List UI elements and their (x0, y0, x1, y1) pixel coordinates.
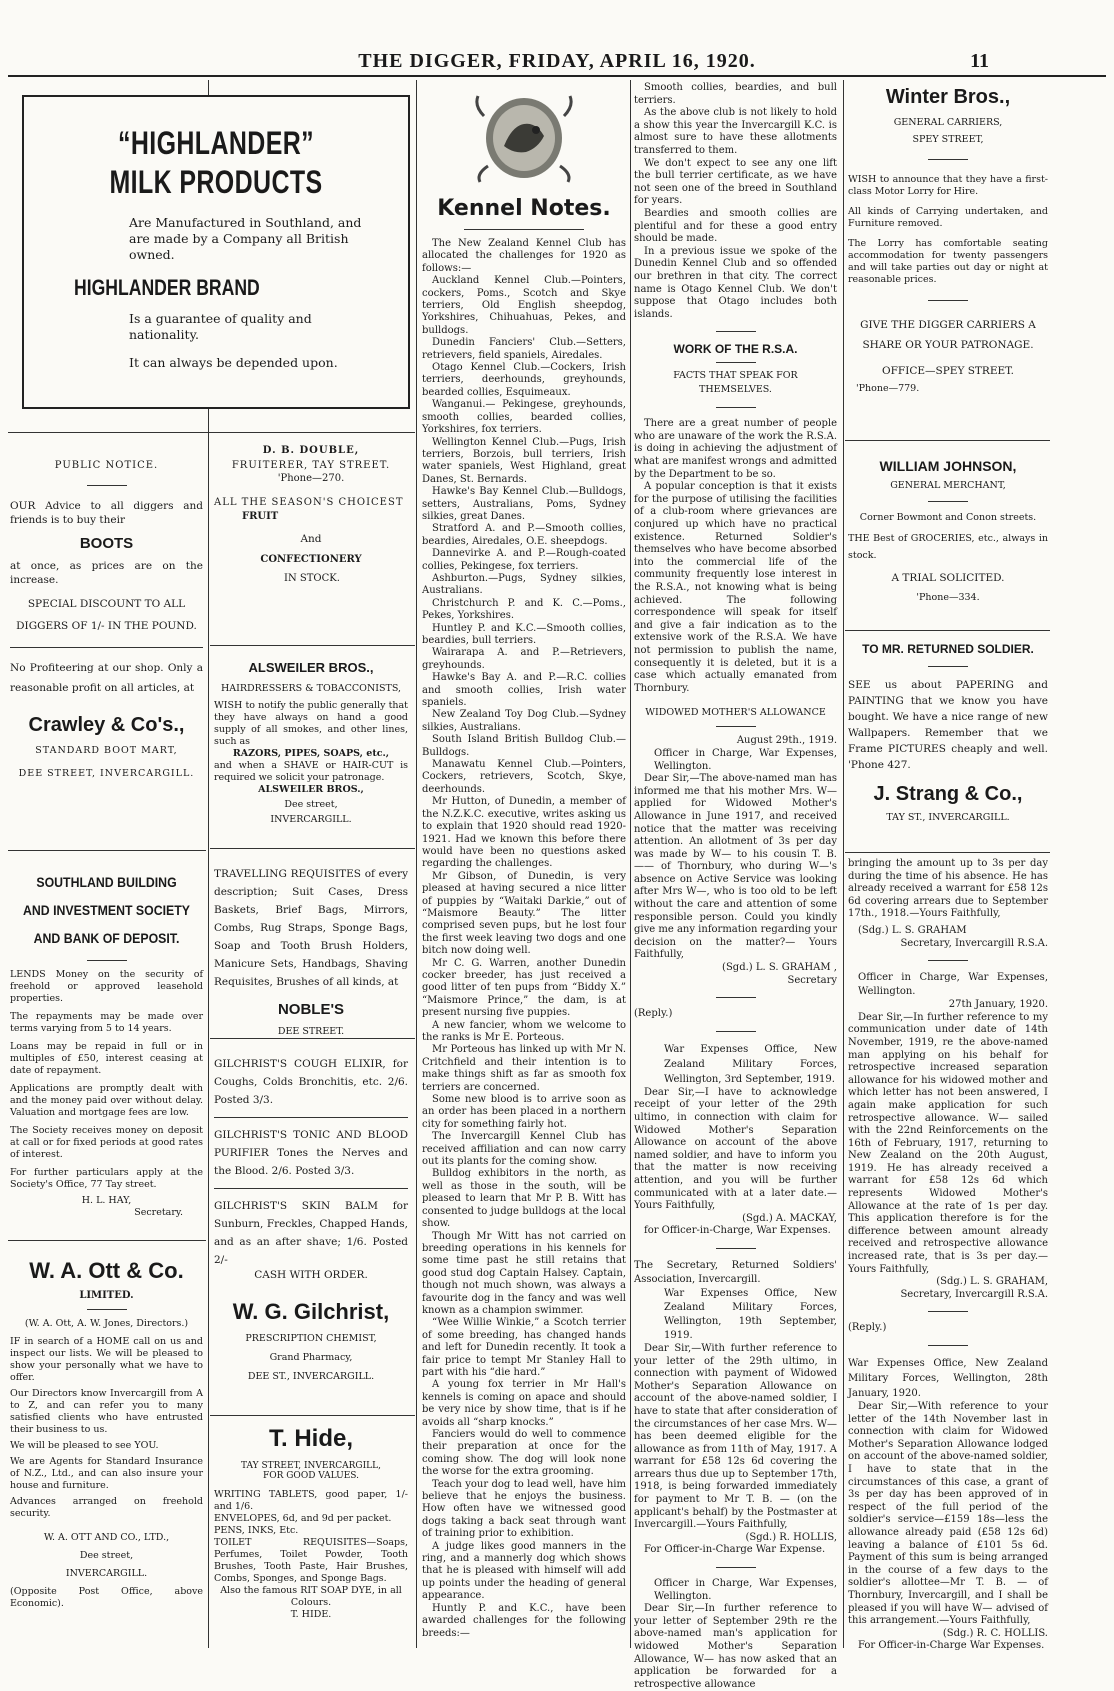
letter4-body: Dear Sir,—In further reference to your letter of September 29th re the above-named man's application for widowed Mother's Separation Allowance, W— has now asked that an application be forwarded for a retrospective allowance (634, 1603, 837, 1690)
johnson-name: WILLIAM JOHNSON, (879, 458, 1017, 474)
paragraph: Mr Hutton, of Dunedin, a member of the N.Z.K.C. executive, writes asking us to explain that 1920 should read 1920-1921. Had we known this before there would have been no questions asked regarding the challenges. (422, 796, 626, 870)
gilchrist-ad (214, 1055, 408, 1382)
c5-from3: War Expenses Office, New Zealand Military Forces, Wellington, 28th January, 1920. (848, 1358, 1048, 1399)
paragraph: Otago Kennel Club.—Cockers, Irish terriers, deerhounds, greyhounds, bearded collies, Esquimeaux. (422, 362, 626, 398)
strang-addr: TAY ST., INVERCARGILL. (886, 812, 1010, 823)
highlander-depended: It can always be depended upon. (129, 355, 338, 370)
c5-continued: bringing the amount up to 3s per day during the time of his absence. He has already received a warrant for £58 12s 6d covering arrears due to September 17th., 1918.—Yours Faithfully, (848, 858, 1048, 920)
c5-body2: Dear Sir,—In further reference to my communication under date of 14th November, 1919, re the above-named man applying on his behalf for retrospective increased separation allowance for his widowed mother and which letter has not been answered, I again make application for such retrospective allowance. W— sailed with the 22nd Reinforcements on the 16th of February, 1917, returning to New Zealand on the 20th August, 1919. He has already received a warrant for £58 12s 6d which represents Widowed Mother's Allowance at the rate of 1s per day. This application therefore is for the difference between amount already received and retrospective allowance increased rate, that is 3s per day.—Yours Faithfully, (848, 1011, 1048, 1275)
section-rule (210, 1415, 415, 1416)
paragraph: Dunedin Fanciers' Club.—Setters, retrievers, field spaniels, Airedales. (422, 337, 626, 361)
winter-p2: All kinds of Carrying undertaken, and Furniture removed. (848, 206, 1048, 229)
paragraph: Hawke's Bay Kennel Club.—Bulldogs, setters, Australians, Poms, Sydney silkies, great Danes. (422, 486, 626, 522)
double-ad (214, 445, 408, 586)
paragraph: Fanciers would do well to commence their preparation at once for the coming show. The dog will look none the worse for the extra grooming. (422, 1429, 626, 1478)
hide-p2: ENVELOPES, 6d, and 9d per packet. (214, 1513, 392, 1524)
nobles-ad (214, 865, 408, 1037)
winter-street: SPEY STREET, (912, 134, 984, 145)
divider (928, 501, 968, 502)
southland-p4: Applications are promptly dealt with and the money paid over without delay. Valuation and mortgage fees are low. (10, 1083, 203, 1118)
paragraph: Beardies and smooth collies are plentiful and for these a good entry should be made. (634, 207, 837, 245)
column-divider (843, 80, 844, 1648)
ott-city: INVERCARGILL. (65, 1568, 148, 1579)
gilchrist-cash: CASH WITH ORDER. (254, 1269, 368, 1281)
southland-p2: The repayments may be made over terms varying from 5 to 14 years. (10, 1011, 203, 1034)
c5-to2: Officer in Charge, War Expenses, Wellington. (858, 972, 1048, 998)
notice-heading: PUBLIC NOTICE. (54, 460, 159, 471)
crawley-address: DEE STREET, INVERCARGILL. (18, 768, 195, 779)
c5-role1: Secretary, Invercargill R.S.A. (900, 937, 1048, 949)
letter1-to: Officer in Charge, War Expenses, Wellington. (654, 747, 837, 772)
letter3-body: Dear Sir,—With further reference to your letter of the 29th ultimo, in connection with payment of Widowed Mother's Separation Allowance on account of the above-named soldier, I have to state that after consideration of the circumstances of her case Mrs. W— has been deemed eligible for the allowance as from 11th of May, 1917. A warrant for £58 12s 6d covering the arrears thus due up to September 17th, 1918, is being forwarded immediately for payment to Mr T. B. — (on the applicant's behalf) by the Postmaster at Invercargill.—Yours Faithfully, (634, 1342, 837, 1531)
ott-ad (10, 1258, 203, 1610)
paragraph: Some new blood is to arrive soon as an order has been placed in a northern city for something fairly hot. (422, 1094, 626, 1130)
strang-title: TO MR. RETURNED SOLDIER. (862, 642, 1034, 656)
ott-directors: (W. A. Ott, A. W. Jones, Directors.) (24, 1318, 189, 1329)
winter-p3: The Lorry has comfortable seating accommodation for twenty passengers and will take parties out day or night at reasonable prices. (848, 238, 1048, 285)
ott-p5: Advances arranged on freehold security. (10, 1496, 203, 1519)
crawley-discount: SPECIAL DISCOUNT TO ALL DIGGERS OF 1/- IN THE POUND. (16, 598, 197, 632)
c5-role2: Secretary, Invercargill R.S.A. (900, 1288, 1048, 1300)
winter-name: Winter Bros., (885, 86, 1011, 108)
nobles-street: DEE STREET. (277, 1026, 345, 1037)
alsweiler-shave: and when a SHAVE or HAIR-CUT is required we solicit your patronage. (214, 760, 408, 783)
page-number: 11 (970, 50, 989, 72)
letter2-body: Dear Sir,—I have to acknowledge receipt of your letter of the 29th ultimo, in connection with claim for Widowed Mother's Separation Allowance on account of the above named soldier, and have to inform you that the matter is now receiving attention, and you will be further communicated with at a later date.— Yours Faithfully, (634, 1086, 837, 1212)
divider (928, 300, 968, 301)
divider (464, 229, 584, 230)
highlander-text: Are Manufactured in Southland, and are made by a Company all British owned. (129, 215, 362, 262)
masthead (0, 0, 1114, 80)
hide-p3: PENS, INKS, Etc. (214, 1525, 299, 1536)
crawley-noprofit: No Profiteering at our shop. Only a reasonable profit on all articles, at (10, 662, 203, 694)
ott-limited: LIMITED. (79, 1290, 134, 1301)
winter-give: GIVE THE DIGGER CARRIERS A SHARE OR YOUR PATRONAGE. (860, 319, 1036, 351)
paragraph: Mr Porteous has linked up with Mr N. Critchfield and their intention is to make things shift as far as smooth fox terriers are concerned. (422, 1044, 626, 1093)
letter3-from: War Expenses Office, New Zealand Military Forces, Wellington, 19th September, 1919. (664, 1287, 837, 1341)
paragraph: Wellington Kennel Club.—Pugs, Irish terriers, Borzois, bull terriers, Irish water spaniels, West Highland, great Danes, St. Bernards. (422, 436, 626, 485)
highlander-guarantee: Is a guarantee of quality and nationality. (129, 311, 312, 342)
highlander-subtitle: MILK PRODUCTS (109, 164, 323, 200)
section-rule (8, 850, 206, 851)
column-divider (630, 80, 631, 1648)
alsweiler-city: INVERCARGILL. (270, 814, 352, 825)
strang-ad (848, 642, 1048, 823)
alsweiler-name: ALSWEILER BROS., (248, 660, 374, 675)
divider (87, 960, 127, 961)
letter2-from: War Expenses Office, New Zealand Military Forces, Wellington, 3rd September, 1919. (664, 1043, 837, 1085)
letter1-role: Secretary (787, 974, 837, 986)
winter-phone: 'Phone—779. (856, 382, 920, 394)
rsa-subtitle: FACTS THAT SPEAK FOR THEMSELVES. (673, 370, 798, 396)
paragraph: New Zealand Toy Dog Club.—Sydney silkies, Australians. (422, 709, 626, 733)
ott-opposite: (Opposite Post Office, above Economic). (10, 1586, 203, 1609)
section-rule (210, 848, 415, 849)
winter-office: OFFICE—SPEY STREET. (882, 365, 1014, 377)
double-all: ALL THE SEASON'S CHOICEST (214, 497, 404, 508)
paragraph: Huntly P. and K.C., have been awarded challenges for the following breeds:— (422, 1602, 626, 1639)
paragraph: As the above club is not likely to hold a show this year the Invercargill K.C. is almost sure to have these allotments transferred to them. (634, 107, 837, 156)
paragraph: The Invercargill Kennel Club has received affiliation and can now carry out its plants for the coming show. (422, 1131, 626, 1168)
hide-name: T. Hide, (268, 1425, 353, 1452)
gilchrist-p3: GILCHRIST'S SKIN BALM for Sunburn, Freckles, Chapped Hands, and as an after shave; 1/6. Posted 2/- (214, 1200, 408, 1266)
crawley-ad (10, 460, 203, 779)
paragraph: Stratford A. and P.—Smooth collies, beardies, Airedales, O.E. sheepdogs. (422, 523, 626, 547)
gilchrist-p1: GILCHRIST'S COUGH ELIXIR, for Coughs, Colds Bronchitis, etc. 2/6. Posted 3/3. (214, 1058, 408, 1106)
c5-body3: Dear Sir,—With reference to your letter of the 14th November last in connection with claim for Widowed Mother's Separation Allowance lodged on account of the above-named soldier, I have to state that in the circumstances of this case, a grant of 3s per day has been approved of in respect of the full period of the soldier's service—£159 18s—less the allowance already paid (£58 12s 6d) leaving a balance of £101 5s 6d. Payment of this sum is being arranged in the course of a few days to the soldier's allottee—Mr T. B. — of Thornbury, Invercargill, and I shall be pleased if you will have W— advised of this arrangement.—Yours Faithfully, (848, 1401, 1048, 1627)
paragraph: A judge likes good manners in the ring, and a mannerly dog which shows that he is pleased with himself will add up points under the heading of general appearance. (422, 1540, 626, 1602)
divider (928, 666, 968, 667)
gilchrist-desc: PRESCRIPTION CHEMIST, (245, 1332, 377, 1344)
paragraph: South Island British Bulldog Club.—Bulldogs. (422, 734, 626, 758)
double-and: And (300, 533, 322, 545)
rsa-title: WORK OF THE R.S.A. (673, 342, 798, 357)
paragraph: A young fox terrier in Mr Hall's kennels is coming on apace and should be very nice by show time, that is if he avoids all “sharp knocks.” (422, 1379, 626, 1428)
paragraph: Dannevirke A. and P.—Rough-coated collies, Pekingese, fox terriers. (422, 548, 626, 572)
divider (716, 1031, 756, 1032)
paragraph: The New Zealand Kennel Club has allocated the challenges for 1920 as follows:— (422, 238, 626, 274)
alsweiler-razors: RAZORS, PIPES, SOAPS, etc., (232, 748, 390, 759)
letter2-role: for Officer-in-Charge, War Expenses. (644, 1225, 831, 1237)
widow-title: WIDOWED MOTHER'S ALLOWANCE (645, 707, 826, 719)
double-name: D. B. DOUBLE, (262, 445, 360, 456)
ott-p1: IF in search of a HOME call on us and inspect our lists. We will be pleased to show your personally what we have to offer. (10, 1336, 203, 1383)
paragraph: There are a great number of people who are unaware of the work the R.S.A. is doing in achieving the adjustment of what are manifest wrongs and admitted by the Department to be so. (634, 418, 837, 480)
alsweiler-ad (214, 660, 408, 826)
hide-sig: T. HIDE. (290, 1609, 332, 1620)
column-4 (634, 82, 837, 1691)
column-5-letters (848, 858, 1048, 1653)
c5-role3: For Officer-in-Charge War Expenses. (858, 1640, 1045, 1652)
paragraph: A new fancier, whom we welcome to the ranks is Mr E. Porteous. (422, 1019, 626, 1043)
paragraph: Auckland Kennel Club.—Pointers, cockers, Poms., Scotch and Skye terriers, Old English sheepdog, Yorkshires, Chihuahuas, Pekes, and bulldogs. (422, 275, 626, 336)
section-rule (8, 432, 415, 433)
letter4-to: Officer in Charge, War Expenses, Wellington. (654, 1578, 837, 1602)
paragraph: Mr Gibson, of Dunedin, is very pleased at having secured a nice litter of puppies by “Waitaki Darkie,” out of “Maismore Beauty.” The litter comprised seven pups, but he lost four the first week leaving two dogs and one bitch now doing well. (422, 870, 626, 957)
section-rule (845, 630, 1050, 631)
letter3-role: For Officer-in-Charge War Expense. (644, 1544, 826, 1556)
southland-p6: For further particulars apply at the Society's Office, 77 Tay street. (10, 1167, 203, 1190)
paragraph: Manawatu Kennel Club.—Pointers, Cockers, retrievers, Scotch, Skye, deerhounds. (422, 759, 626, 795)
double-stock: IN STOCK. (284, 573, 340, 584)
johnson-trial: A TRIAL SOLICITED. (891, 572, 1005, 584)
hide-p1: WRITING TABLETS, good paper, 1/- and 1/6. (214, 1489, 408, 1512)
johnson-desc: GENERAL MERCHANT, (890, 480, 1006, 491)
column-divider (416, 80, 417, 1648)
section-rule (210, 1038, 415, 1039)
newspaper-title: THE DIGGER, FRIDAY, APRIL 16, 1920. (358, 50, 756, 72)
crawley-mart: STANDARD BOOT MART, (35, 745, 178, 756)
hide-values: FOR GOOD VALUES. (262, 1471, 360, 1481)
letter2-sig: (Sgd.) A. MACKAY, (742, 1212, 837, 1224)
divider (214, 1117, 408, 1118)
divider (87, 1309, 127, 1310)
dog-illustration (464, 86, 584, 186)
ott-street: Dee street, (79, 1550, 134, 1561)
ott-p4: We are Agents for Standard Insurance of N.Z., Ltd., and can also insure your house and furniture. (10, 1456, 203, 1491)
divider (928, 1345, 968, 1346)
divider (928, 159, 968, 160)
strang-name: J. Strang & Co., (873, 783, 1023, 805)
strang-p1: SEE us about PAPERING and PAINTING that we know you have bought. We have a nice range of new Wallpapers. Remember that we Frame PICTURES cheaply and well. 'Phone 427. (848, 679, 1048, 771)
paragraph: Ashburton.—Pugs, Sydney silkies, Australians. (422, 572, 626, 597)
c5-sig1: (Sdg.) L. S. GRAHAM (858, 924, 967, 936)
paragraph: In a previous issue we spoke of the Dunedin Kennel Club and so offended our brethren in that city. The correct name is Otago Kennel Club. We don't suppose that Otago includes both islands. (634, 245, 837, 320)
divider (716, 362, 756, 363)
boots-heading: BOOTS (79, 535, 134, 552)
hide-p5: Also the famous RIT SOAP DYE, in all Colours. (220, 1585, 402, 1608)
kennel-body (422, 238, 626, 1640)
divider (716, 726, 756, 727)
ott-p3: We will be pleased to see YOU. (10, 1440, 159, 1451)
letter3-sig: (Sgd.) R. HOLLIS, (745, 1531, 837, 1543)
southland-p3: Loans may be repaid in full or in multiples of £50, interest ceasing at date of repayment. (10, 1041, 203, 1076)
paragraph: Hawke's Bay A. and P.—R.C. collies and smooth collies, Irish water spaniels. (422, 672, 626, 709)
alsweiler-sig: ALSWEILER BROS., (258, 784, 364, 795)
paragraph: Bulldog exhibitors in the north, as well as those in the south, will be pleased to learn that Mr P. B. Witt has consented to judge bulldogs at the local show. (422, 1168, 626, 1230)
divider (716, 997, 756, 998)
johnson-p1: THE Best of GROCERIES, etc., always in stock. (848, 533, 1048, 561)
paragraph: Mr C. G. Warren, another Dunedin cocker breeder, has just received a good litter of ten pups from “Biddy X.” “Maismore Prince,” the dam, is at present nursing five puppies. (422, 957, 626, 1019)
winter-p1: WISH to announce that they have a first-class Motor Lorry for Hire. (848, 174, 1048, 197)
alsweiler-desc: HAIRDRESSERS & TOBACCONISTS, (220, 683, 402, 694)
section-rule (845, 852, 1050, 853)
hide-addr: TAY STREET, INVERCARGILL, (241, 1461, 381, 1471)
double-phone: 'Phone—270. (277, 473, 345, 484)
nobles-p1: TRAVELLING REQUISITES of every description; Suit Cases, Dress Baskets, Brief Bags, Mirrors, Combs, Rug Straps, Sponge Bags, Soap and Tooth Brush Holders, Manicure Sets, Handbags, Shaving Requisites, Brushes of all kinds, at (214, 868, 408, 988)
reply-label: (Reply.) (634, 1008, 673, 1020)
divider (716, 1567, 756, 1568)
section-rule (8, 1240, 206, 1241)
paragraph: Huntley P. and K.C.—Smooth collies, beardies, bull terriers. (422, 622, 626, 646)
letter1-sig: (Sgd.) L. S. GRAHAM , (722, 962, 837, 974)
southland-ad (10, 868, 203, 1219)
paragraph: “Wee Willie Winkie,” a Scotch terrier of some breeding, has changed hands and left for Dunedin recently. It took a fair price to tempt Mr Stanley Hall to part with his “die hard.” (422, 1317, 626, 1378)
divider (716, 1248, 756, 1249)
paragraph: Wairarapa A. and P.—Retrievers, greyhounds. (422, 647, 626, 671)
gilchrist-name: W. G. Gilchrist, (232, 1298, 390, 1324)
southland-sig: H. L. HAY, (81, 1195, 132, 1206)
ott-ltd: W. A. OTT AND CO., LTD., (43, 1532, 170, 1543)
gilchrist-addr: DEE ST., INVERCARGILL. (247, 1370, 375, 1382)
c5-date2: 27th January, 1920. (948, 999, 1048, 1011)
paragraph: Teach your dog to lead well, have him believe that he enjoys the business. How often have we witnessed good dogs taking a back seat through want of training prior to exhibition. (422, 1478, 626, 1540)
gilchrist-p2: GILCHRIST'S TONIC AND BLOOD PURIFIER Tones the Nerves and the Blood. 2/6. Posted 3/3. (214, 1129, 408, 1177)
paragraph: We don't expect to see any one lift the bull terrier certificate, as we have not seen one of the breed in Southland for years. (634, 157, 837, 207)
c5-sig2: (Sdg.) L. S. GRAHAM, (936, 1276, 1048, 1288)
divider (928, 1311, 968, 1312)
crawley-once: at once, as prices are on the increase. (10, 560, 203, 586)
ott-name: W. A. Ott & Co. (29, 1258, 184, 1283)
kennel-title: Kennel Notes. (437, 196, 611, 221)
hide-ad (214, 1425, 408, 1621)
double-desc: FRUITERER, TAY STREET. (231, 460, 391, 471)
alsweiler-street: Dee street, (284, 799, 338, 810)
c5-reply: (Reply.) (848, 1322, 887, 1334)
winter-desc: GENERAL CARRIERS, (893, 117, 1003, 128)
paragraph: Though Mr Witt has not carried on breeding operations in his kennels for some time past he still retains that good stud dog Captain Halsey. Captain, though not much shown, was always a favourite dog in the fancy and was well known as a champion swimmer. (422, 1230, 626, 1316)
rsa-body (634, 418, 837, 695)
crawley-advice: OUR Advice to all diggers and friends is to buy their (10, 500, 203, 526)
kennel-notes (422, 82, 626, 1640)
gilchrist-pharm: Grand Pharmacy, (269, 1351, 353, 1363)
double-conf: CONFECTIONERY (260, 553, 362, 565)
c5-sig3: (Sdg.) R. C. HOLLIS. (942, 1627, 1048, 1639)
paragraph: Christchurch P. and K. C.—Poms., Pekes, Yorkshires. (422, 597, 626, 622)
hide-p4: TOILET REQUISITES—Soaps, Perfumes, Toilet Powder, Tooth Brushes, Tooth Paste, Hair Brushes, Combs, Sponges, and Sponge Bags. (214, 1537, 408, 1584)
ott-p2: Our Directors know Invercargill from A to Z, and can refer you to many satisfied clients who have entrusted their business to us. (10, 1388, 203, 1435)
johnson-phone: 'Phone—334. (916, 591, 980, 603)
letter3-to: The Secretary, Returned Soldiers' Association, Invercargill. (634, 1259, 837, 1285)
paragraph: A popular conception is that it exists for the purpose of utilising the facilities of a club-room where grievances are conjured up which have no practical existence. Returned Soldier's themselves who have become absorbed into the commercial life of the community frequently lose interest in the R.S.A., not knowing what is being achieved. The following correspondence will speak for itself and give a fair indication as to the extensive work of the R.S.A. We have not permission to publish the name, consequently it is deleted, but it is a case which actually emanated from Thornbury. (634, 481, 837, 694)
nobles-name: NOBLE'S (277, 1001, 345, 1018)
double-fruit: FRUIT (242, 510, 279, 522)
crawley-name: Crawley & Co's., (28, 714, 185, 736)
divider (10, 647, 203, 648)
johnson-corner: Corner Bowmont and Conon streets. (859, 512, 1037, 523)
letter1-body: Dear Sir,—The above-named man has informed me that his mother Mrs. W— applied for Widowed Mother's Allowance in June 1917, and received notice that the matter was receiving attention. An allotment of 3s per day was made by W— to his cousin T. B. —— of Thornbury, who during W—'s absence on Active Service was looking after Mrs W—, who is too old to be left without the care and attention of some responsible person. Could you kindly give me any information regarding your decision on the matter?— Yours Faithfully, (634, 773, 837, 961)
section-rule (210, 645, 415, 646)
highlander-brand: HIGHLANDER BRAND (74, 275, 260, 300)
southland-p5: The Society receives money on deposit at call or for fixed periods at good rates of interest. (10, 1125, 203, 1160)
southland-title: SOUTHLAND BUILDING AND INVESTMENT SOCIETY AND BANK OF DEPOSIT. (22, 874, 191, 946)
winter-ad (848, 86, 1048, 395)
paragraph: Smooth collies, beardies, and bull terriers. (634, 82, 837, 106)
highlander-ad (22, 95, 410, 409)
paragraph: Wanganui.— Pekingese, greyhounds, smooth collies, bearded collies, Yorkshires, fox terriers. (422, 399, 626, 436)
divider (716, 407, 756, 408)
masthead-rule (8, 75, 1106, 77)
divider (928, 960, 968, 961)
southland-role: Secretary. (134, 1207, 183, 1218)
divider (87, 485, 127, 486)
section-rule (845, 440, 1050, 441)
alsweiler-p1: WISH to notify the public generally that they have always on hand a good supply of all smokes, and other lines, such as (214, 700, 408, 747)
southland-p1: LENDS Money on the security of freehold or approved leasehold properties. (10, 969, 203, 1004)
johnson-ad (848, 458, 1048, 604)
letter1-date: August 29th., 1919. (736, 735, 837, 747)
divider (214, 1188, 408, 1189)
highlander-title: “HIGHLANDER” (117, 125, 315, 161)
kennel-continued (634, 82, 837, 321)
divider (716, 331, 756, 332)
